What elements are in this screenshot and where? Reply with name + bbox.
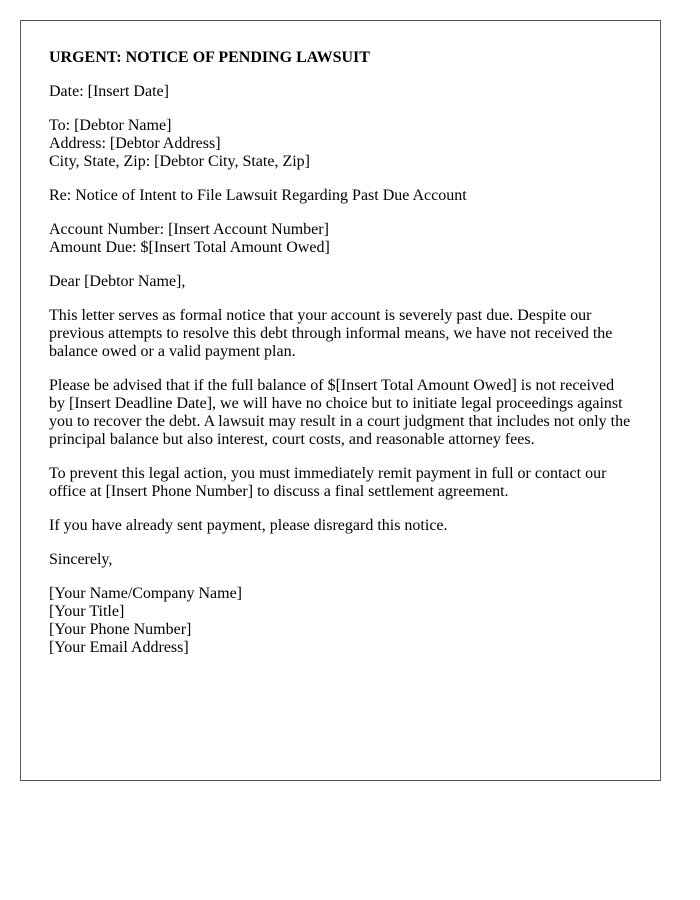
amount-due: Amount Due: $[Insert Total Amount Owed]: [49, 239, 330, 256]
letter-content: [49, 49, 634, 657]
signature-phone: [Your Phone Number]: [49, 621, 192, 638]
date-line: Date: [Insert Date]: [49, 83, 169, 100]
body-paragraph: This letter serves as formal notice that your account is severely past due. Despite our previous attempts to resolve this debt through informal means, we have not received the balance owed or a valid payment plan.: [49, 307, 613, 360]
signature-email: [Your Email Address]: [49, 639, 189, 656]
signature-name: [Your Name/Company Name]: [49, 585, 243, 602]
signature-title: [Your Title]: [49, 603, 125, 620]
re-line: Re: Notice of Intent to File Lawsuit Regarding Past Due Account: [49, 187, 467, 204]
closing: Sincerely,: [49, 551, 113, 568]
letter-page: [20, 20, 661, 781]
recipient-city: City, State, Zip: [Debtor City, State, Zip]: [49, 153, 310, 170]
salutation: Dear [Debtor Name],: [49, 273, 186, 290]
account-block: [49, 221, 634, 257]
letter-title: URGENT: NOTICE OF PENDING LAWSUIT: [49, 49, 370, 66]
account-number: Account Number: [Insert Account Number]: [49, 221, 329, 238]
recipient-name: To: [Debtor Name]: [49, 117, 172, 134]
recipient-address: Address: [Debtor Address]: [49, 135, 221, 152]
body-paragraph: If you have already sent payment, please disregard this notice.: [49, 517, 448, 534]
recipient-block: [49, 117, 634, 171]
body-paragraph: Please be advised that if the full balance of $[Insert Total Amount Owed] is not received by [Insert Deadline Date], we will have no choice but to initiate legal proceedings against you to recover the debt. A lawsuit may result in a court judgment that includes not only the principal balance but also interest, court costs, and reasonable attorney fees.: [49, 377, 631, 448]
signature-block: [49, 585, 634, 657]
body-paragraph: To prevent this legal action, you must immediately remit payment in full or contact our office at [Insert Phone Number] to discuss a final settlement agreement.: [49, 465, 607, 500]
